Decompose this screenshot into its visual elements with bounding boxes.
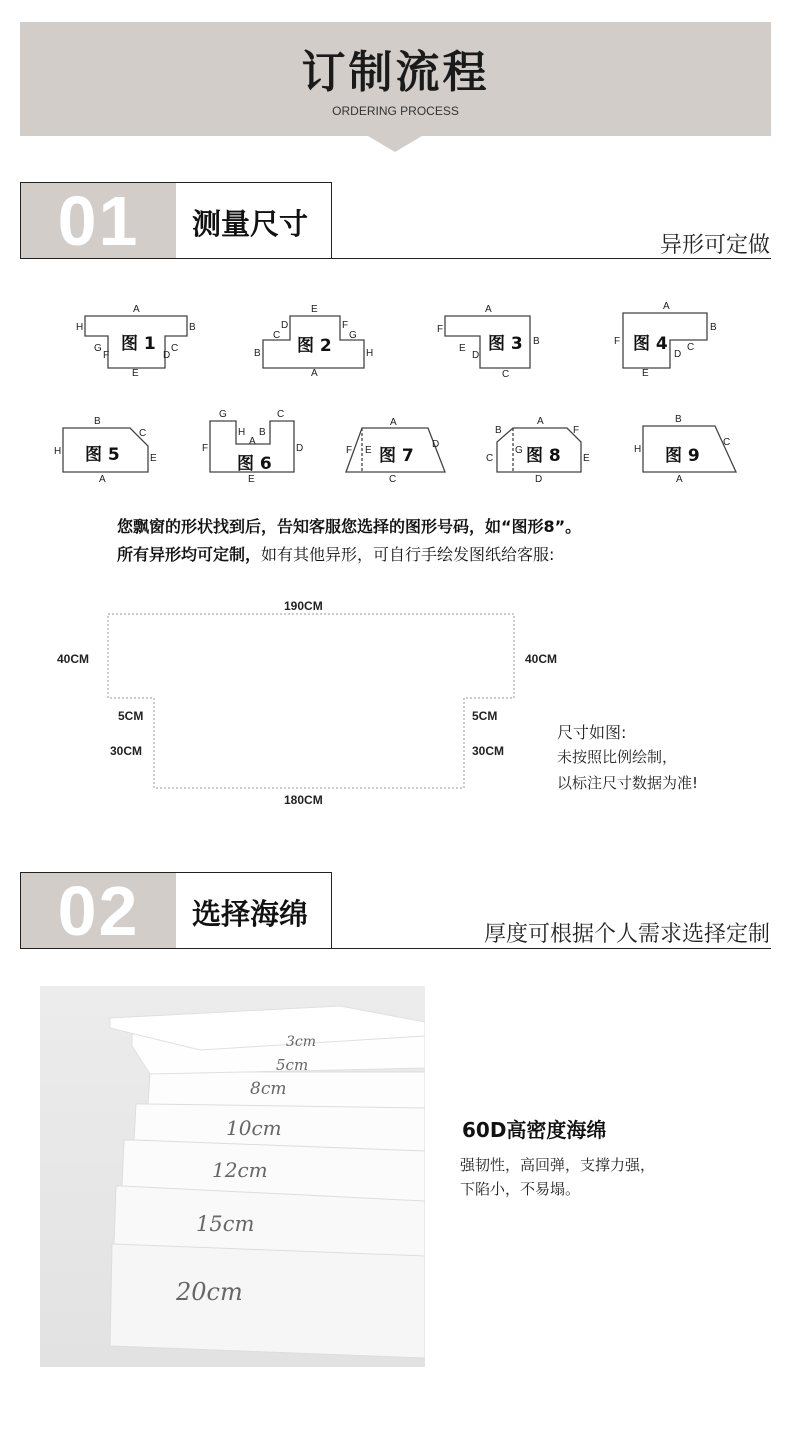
shape-letter: E — [459, 343, 466, 354]
shape-letter: E — [311, 304, 318, 315]
shape-letter: F — [614, 336, 621, 347]
shape-letter: C — [687, 342, 695, 353]
shape-6-label: 图 6 — [237, 454, 272, 474]
dim-top: 190CM — [284, 599, 323, 613]
shape-instructions-line1: 您飘窗的形状找到后，告知客服您选择的图形号码，如“图形8”。 — [117, 517, 582, 536]
shape-letter: B — [533, 336, 540, 347]
shape-5-label: 图 5 — [85, 445, 120, 465]
shape-letter: D — [296, 443, 304, 454]
foam-stack-image — [40, 986, 425, 1367]
section-1-number: 01 — [21, 183, 176, 258]
sketch-note-line2: 以标注尺寸数据为准! — [557, 774, 699, 792]
shape-8-label: 图 8 — [526, 446, 561, 466]
section-2-number: 02 — [21, 873, 176, 948]
shape-letter: D — [432, 439, 440, 450]
shape-letter: C — [139, 428, 147, 439]
foam-description — [460, 1153, 655, 1201]
shape-letter: F — [573, 425, 580, 436]
shape-1-label: 图 1 — [121, 334, 156, 354]
shape-letter: C — [723, 437, 731, 448]
shape-letter: H — [634, 444, 642, 455]
section-2-right-text: 厚度可根据个人需求选择定制 — [483, 922, 770, 947]
dim-left-height: 40CM — [57, 652, 90, 666]
shape-letter: C — [273, 330, 281, 341]
shape-letter: F — [202, 443, 209, 454]
shape-letter: E — [248, 474, 255, 485]
shape-2-label: 图 2 — [297, 336, 332, 356]
shape-letter: D — [472, 350, 480, 361]
page-title: 订制流程 — [301, 47, 490, 98]
section-2-rule — [332, 948, 771, 949]
shape-letter: C — [171, 343, 179, 354]
shape-instructions-line2 — [117, 542, 554, 565]
shape-letter: D — [674, 349, 682, 360]
dimension-sketch — [0, 600, 790, 800]
shape-7-label: 图 7 — [379, 446, 414, 466]
shape-3-label: 图 3 — [488, 334, 523, 354]
dim-right-height: 40CM — [525, 652, 558, 666]
shape-letter: F — [437, 324, 444, 335]
shape-letter: C — [486, 453, 494, 464]
shape-letter: E — [132, 368, 139, 379]
shape-letter: C — [277, 409, 285, 420]
shape-letter: A — [390, 417, 397, 428]
shape-letter: H — [366, 348, 374, 359]
shape-letter: A — [676, 474, 683, 485]
shape-letter: A — [485, 304, 492, 315]
shape-letter: A — [311, 368, 318, 379]
shape-letter: E — [150, 453, 157, 464]
foam-label-10cm: 10cm — [226, 1116, 282, 1140]
shape-letter: E — [642, 368, 649, 379]
shape-letter: E — [583, 453, 590, 464]
dim-bottom: 180CM — [284, 793, 323, 807]
shape-4-label: 图 4 — [633, 334, 668, 354]
shape-letter: B — [710, 322, 717, 333]
foam-desc-line1: 强韧性，高回弹，支撑力强， — [460, 1156, 656, 1174]
shape-instructions-rest: 如有其他异形，可自行手绘发图纸给客服: — [261, 545, 555, 564]
shape-letter: G — [94, 343, 102, 354]
section-2-title: 选择海绵 — [192, 897, 309, 931]
shape-letter: H — [238, 427, 246, 438]
sketch-note-title: 尺寸如图: — [557, 723, 627, 742]
page-subtitle: ORDERING PROCESS — [332, 104, 459, 118]
section-1-right-text: 异形可定做 — [659, 233, 770, 258]
section-1-title: 测量尺寸 — [192, 207, 309, 241]
dim-left-lower: 30CM — [110, 744, 143, 758]
dim-right-lower: 30CM — [472, 744, 505, 758]
dim-left-step: 5CM — [118, 709, 144, 723]
shape-letter: B — [189, 322, 196, 333]
shape-letter: B — [254, 348, 261, 359]
shape-letter: D — [535, 474, 543, 485]
shape-letter: A — [537, 416, 544, 427]
foam-label-15cm: 15cm — [196, 1212, 255, 1236]
shape-letter: B — [675, 414, 682, 425]
shape-letter: A — [133, 304, 140, 315]
dim-right-step: 5CM — [472, 709, 498, 723]
foam-label-12cm: 12cm — [212, 1158, 268, 1182]
shape-letter: H — [76, 322, 84, 333]
shape-letter: D — [281, 320, 289, 331]
shape-letter: C — [502, 369, 510, 380]
shape-letter: F — [103, 350, 110, 361]
sketch-note-line1: 未按照比例绘制， — [557, 748, 678, 766]
foam-desc-line2: 下陷小，不易塌。 — [460, 1180, 581, 1198]
shape-letter: B — [495, 425, 502, 436]
shape-letter: B — [94, 416, 101, 427]
shape-letter: A — [249, 436, 256, 447]
shape-letter: A — [663, 301, 670, 312]
shape-letter: G — [349, 330, 357, 341]
shape-letter: F — [342, 320, 349, 331]
banner-notch — [368, 136, 422, 152]
shape-letter: C — [389, 474, 397, 485]
foam-label-8cm: 8cm — [250, 1079, 287, 1099]
shape-letter: G — [219, 409, 227, 420]
shape-letter: E — [365, 445, 372, 456]
foam-title: 60D高密度海绵 — [462, 1118, 607, 1142]
foam-label-5cm: 5cm — [276, 1056, 309, 1074]
shape-letter: A — [99, 474, 106, 485]
shape-letter: H — [54, 446, 62, 457]
shape-letter: G — [515, 445, 523, 456]
shape-instructions-bold: 所有异形均可定制， — [117, 545, 262, 564]
shape-letter: D — [163, 350, 171, 361]
foam-label-20cm: 20cm — [176, 1278, 243, 1306]
shape-letter: F — [346, 445, 353, 456]
foam-label-3cm: 3cm — [286, 1034, 317, 1050]
shape-letter: B — [259, 427, 266, 438]
shape-9-label: 图 9 — [665, 446, 700, 466]
